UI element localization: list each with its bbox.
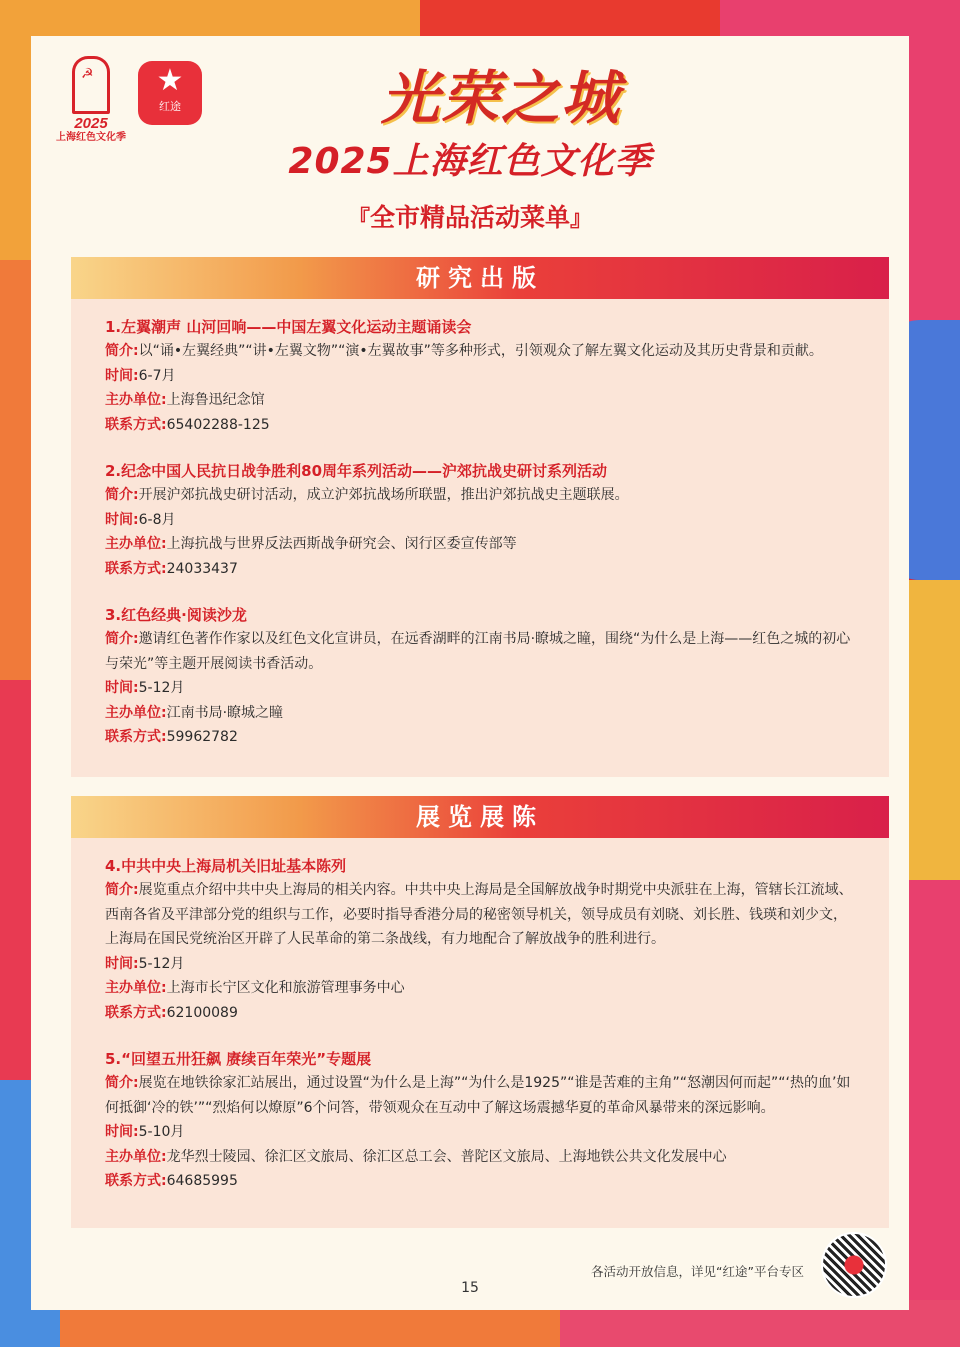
activity-host: 主办单位:上海抗战与世界反法西斯战争研究会、闵行区委宣传部等	[105, 536, 517, 552]
activity-intro: 简介:展览在地铁徐家汇站展出，通过设置“为什么是上海”“为什么是1925”“谁是苦难的主角”“怒潮因何而起”“‘热的血’如何抵御‘冷的铁’”“烈焰何以燎原”6个问答，带领观众在互动中了解这场震撼华夏的革命风暴带来的深远影响。	[105, 1075, 851, 1116]
hongtu-app-logo	[138, 61, 202, 125]
page-subtitle: 『全市精品活动菜单』	[347, 203, 593, 232]
activity-time: 时间:5-10月	[105, 1124, 185, 1140]
activity-time: 时间:6-8月	[105, 511, 176, 528]
activity-contact: 联系方式:59962782	[105, 729, 238, 745]
activity-contact: 联系方式:62100089	[105, 1004, 238, 1021]
section-exhibitions	[71, 796, 889, 1228]
page-card	[31, 36, 909, 1310]
activity-contact: 联系方式:24033437	[105, 560, 238, 577]
footer-note: 各活动开放信息，详见“红途”平台专区	[591, 1264, 804, 1279]
activity-time: 时间:6-7月	[105, 367, 176, 384]
activity-item	[105, 854, 855, 1025]
activity-intro: 简介:以“诵•左翼经典”“讲•左翼文物”“演•左翼故事”等多种形式，引领观众了解左翼文化运动及其历史背景和贡献。	[105, 343, 823, 359]
subtitle-text: 全市精品活动菜单	[369, 203, 570, 232]
activity-host: 主办单位:龙华烈士陵园、徐汇区文旅局、徐汇区总工会、普陀区文旅局、上海地铁公共文化发展中心	[105, 1148, 727, 1165]
activity-host: 主办单位:江南书局·瞭城之瞳	[105, 704, 284, 721]
star-icon: ★	[156, 63, 184, 98]
logo-year: 2025	[74, 115, 108, 132]
section-research-publishing	[71, 257, 889, 777]
activity-time: 时间:5-12月	[105, 955, 185, 972]
activity-title: 5.“回望五卅狂飙 赓续百年荣光”专题展	[105, 1050, 372, 1068]
activity-item	[105, 315, 855, 437]
activity-title: 1.左翼潮声 山河回响——中国左翼文化运动主题诵读会	[105, 318, 472, 336]
activity-contact: 联系方式:64685995	[105, 1173, 238, 1189]
qr-code-icon[interactable]	[821, 1232, 887, 1298]
activity-host: 主办单位:上海市长宁区文化和旅游管理事务中心	[105, 980, 405, 996]
calligraphy-title: 光荣之城	[380, 64, 621, 132]
activity-host: 主办单位:上海鲁迅纪念馆	[105, 392, 265, 408]
page-title: 2025上海红色文化季	[288, 141, 652, 182]
activity-title: 2.纪念中国人民抗日战争胜利80周年系列活动——沪郊抗战史研讨系列活动	[105, 462, 608, 480]
activity-time: 时间:5-12月	[105, 680, 185, 696]
activity-title: 4.中共中央上海局机关旧址基本陈列	[105, 857, 347, 875]
activity-item	[105, 603, 855, 750]
logo-name: 上海红色文化季	[56, 132, 126, 143]
activity-intro: 简介:展览重点介绍中共中央上海局的相关内容。中共中央上海局是全国解放战争时期党中央派驻在上海，管辖长江流域、西南各省及平津部分党的组织与工作，必要时指导香港分局的秘密领导机关，领导成员有刘晓、刘长胜、钱瑛和刘少文，上海局在国民党统治区开辟了人民革命的第二条战线，有力地配合了解放战争的胜利进行。	[105, 882, 853, 947]
party-emblem-icon: ☭	[72, 56, 110, 114]
activity-item	[105, 1047, 855, 1194]
section-heading: 研究出版	[71, 257, 889, 299]
hongtu-logo-label: 红途	[159, 100, 181, 113]
activity-contact: 联系方式:65402288-125	[105, 416, 270, 433]
activity-intro: 简介:邀请红色著作作家以及红色文化宣讲员，在远香湖畔的江南书局·瞭城之瞳，围绕“为什么是上海——红色之城的初心与荣光”等主题开展阅读书香活动。	[105, 631, 851, 672]
page-number: 15	[461, 1280, 479, 1296]
section-heading: 展览展陈	[71, 796, 889, 838]
activity-title: 3.红色经典·阅读沙龙	[105, 606, 247, 624]
activity-intro: 简介:开展沪郊抗战史研讨活动，成立沪郊抗战场所联盟，推出沪郊抗战史主题联展。	[105, 487, 629, 503]
activity-item	[105, 459, 855, 581]
